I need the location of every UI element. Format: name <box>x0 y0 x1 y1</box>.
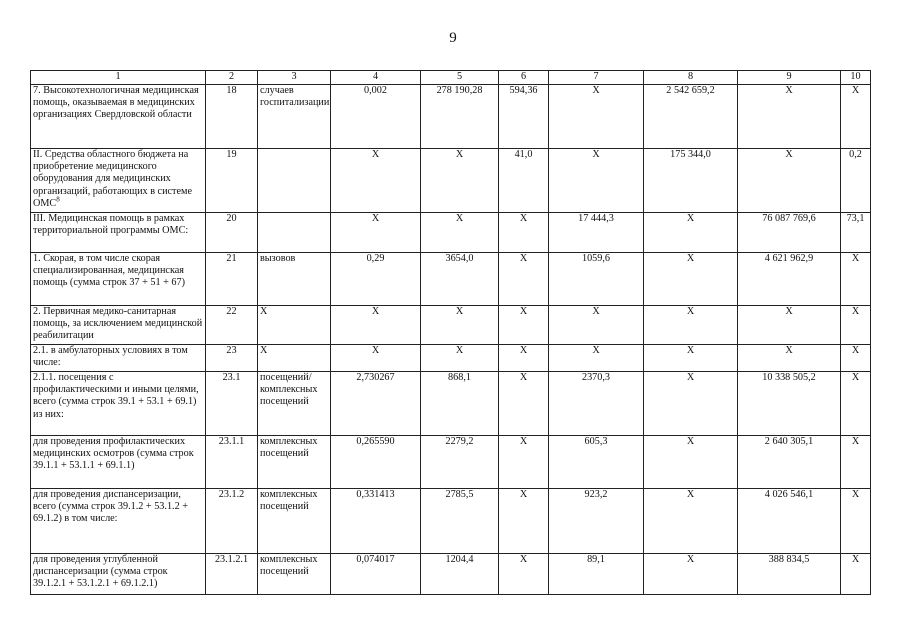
row-name: 7. Высокотехнологичная медицинская помощь, оказываемая в медицинских организациях Свердловской области <box>31 85 206 149</box>
cell-col7: 89,1 <box>549 554 644 595</box>
row-code: 23.1.1 <box>206 436 258 489</box>
cell-col4: 0,29 <box>331 253 421 306</box>
row-code: 18 <box>206 85 258 149</box>
row-name: II. Средства областного бюджета на приобретение медицинского оборудования для медицинских организаций, работающих в системе ОМС <box>33 149 192 209</box>
cell-col6: Х <box>499 372 549 436</box>
cell-col6: Х <box>499 213 549 253</box>
row-name-cell <box>31 149 206 213</box>
header-cell: 5 <box>421 71 499 85</box>
cell-col9: 4 026 546,1 <box>738 489 841 554</box>
table-row <box>31 372 871 436</box>
table-row <box>31 306 871 345</box>
cell-col6: Х <box>499 554 549 595</box>
cell-col5: 3654,0 <box>421 253 499 306</box>
table-row <box>31 489 871 554</box>
row-unit: вызовов <box>258 253 331 306</box>
table-row <box>31 149 871 213</box>
table-row <box>31 436 871 489</box>
cell-col5: 868,1 <box>421 372 499 436</box>
cell-col5: Х <box>421 345 499 372</box>
cell-col10: Х <box>841 436 871 489</box>
cell-col5: 1204,4 <box>421 554 499 595</box>
header-cell: 10 <box>841 71 871 85</box>
row-unit: посещений/ комплексных посещений <box>258 372 331 436</box>
cell-col4: Х <box>331 213 421 253</box>
header-cell: 2 <box>206 71 258 85</box>
cell-col7: 923,2 <box>549 489 644 554</box>
row-name: для проведения профилактических медицинских осмотров (сумма строк 39.1.1 + 53.1.1 + 69.1.1) <box>31 436 206 489</box>
cell-col10: Х <box>841 554 871 595</box>
table-row <box>31 213 871 253</box>
cell-col10: Х <box>841 253 871 306</box>
row-unit: комплексных посещений <box>258 489 331 554</box>
row-name: 2.1.1. посещения с профилактическими и иными целями, всего (сумма строк 39.1 + 53.1 + 69.1) из них: <box>31 372 206 436</box>
cell-col8: 2 542 659,2 <box>644 85 738 149</box>
cell-col9: 388 834,5 <box>738 554 841 595</box>
row-name: 1. Скорая, в том числе скорая специализированная, медицинская помощь (сумма строк 37 + 51 + 67) <box>31 253 206 306</box>
cell-col6: Х <box>499 489 549 554</box>
header-cell: 8 <box>644 71 738 85</box>
table-row <box>31 345 871 372</box>
cell-col4: Х <box>331 306 421 345</box>
cell-col6: Х <box>499 345 549 372</box>
cell-col10: Х <box>841 306 871 345</box>
header-cell: 7 <box>549 71 644 85</box>
cell-col10: 73,1 <box>841 213 871 253</box>
row-name: для проведения диспансеризации, всего (сумма строк 39.1.2 + 53.1.2 + 69.1.2) в том числе: <box>31 489 206 554</box>
cell-col7: 17 444,3 <box>549 213 644 253</box>
data-table <box>30 70 871 595</box>
footnote-mark: 8 <box>56 195 60 204</box>
row-unit: комплексных посещений <box>258 554 331 595</box>
table-row <box>31 554 871 595</box>
cell-col4: 2,730267 <box>331 372 421 436</box>
cell-col8: Х <box>644 489 738 554</box>
cell-col4: 0,074017 <box>331 554 421 595</box>
row-code: 19 <box>206 149 258 213</box>
header-cell: 3 <box>258 71 331 85</box>
cell-col6: Х <box>499 306 549 345</box>
cell-col8: Х <box>644 345 738 372</box>
header-cell: 9 <box>738 71 841 85</box>
cell-col9: 2 640 305,1 <box>738 436 841 489</box>
row-name: III. Медицинская помощь в рамках территориальной программы ОМС: <box>31 213 206 253</box>
row-code: 21 <box>206 253 258 306</box>
row-name: 2. Первичная медико-санитарная помощь, за исключением медицинской реабилитации <box>31 306 206 345</box>
cell-col7: Х <box>549 306 644 345</box>
header-row <box>31 71 871 85</box>
cell-col10: 0,2 <box>841 149 871 213</box>
cell-col6: 41,0 <box>499 149 549 213</box>
cell-col10: Х <box>841 489 871 554</box>
row-unit: Х <box>258 306 331 345</box>
cell-col5: Х <box>421 149 499 213</box>
table-row <box>31 253 871 306</box>
row-code: 23.1 <box>206 372 258 436</box>
cell-col4: 0,002 <box>331 85 421 149</box>
cell-col9: 10 338 505,2 <box>738 372 841 436</box>
cell-col10: Х <box>841 372 871 436</box>
cell-col5: 2279,2 <box>421 436 499 489</box>
row-code: 23.1.2 <box>206 489 258 554</box>
cell-col8: Х <box>644 372 738 436</box>
cell-col8: Х <box>644 306 738 345</box>
cell-col8: Х <box>644 554 738 595</box>
cell-col4: 0,265590 <box>331 436 421 489</box>
row-unit <box>258 149 331 213</box>
header-cell: 1 <box>31 71 206 85</box>
cell-col7: Х <box>549 345 644 372</box>
cell-col9: Х <box>738 85 841 149</box>
cell-col7: Х <box>549 85 644 149</box>
row-unit: Х <box>258 345 331 372</box>
cell-col4: Х <box>331 149 421 213</box>
cell-col6: 594,36 <box>499 85 549 149</box>
cell-col10: Х <box>841 345 871 372</box>
cell-col7: 1059,6 <box>549 253 644 306</box>
cell-col4: Х <box>331 345 421 372</box>
cell-col9: Х <box>738 345 841 372</box>
row-unit: случаев госпитализации <box>258 85 331 149</box>
page-number: 9 <box>449 30 457 46</box>
row-code: 22 <box>206 306 258 345</box>
cell-col5: 278 190,28 <box>421 85 499 149</box>
cell-col8: 175 344,0 <box>644 149 738 213</box>
cell-col4: 0,331413 <box>331 489 421 554</box>
row-code: 20 <box>206 213 258 253</box>
row-code: 23.1.2.1 <box>206 554 258 595</box>
row-unit <box>258 213 331 253</box>
cell-col5: Х <box>421 306 499 345</box>
cell-col9: 4 621 962,9 <box>738 253 841 306</box>
row-unit: комплексных посещений <box>258 436 331 489</box>
cell-col8: Х <box>644 253 738 306</box>
table-row <box>31 85 871 149</box>
cell-col8: Х <box>644 213 738 253</box>
header-cell: 4 <box>331 71 421 85</box>
row-name: 2.1. в амбулаторных условиях в том числе: <box>31 345 206 372</box>
row-code: 23 <box>206 345 258 372</box>
cell-col6: Х <box>499 253 549 306</box>
cell-col5: 2785,5 <box>421 489 499 554</box>
cell-col7: Х <box>549 149 644 213</box>
cell-col9: Х <box>738 149 841 213</box>
header-cell: 6 <box>499 71 549 85</box>
cell-col6: Х <box>499 436 549 489</box>
cell-col9: Х <box>738 306 841 345</box>
cell-col8: Х <box>644 436 738 489</box>
cell-col7: 2370,3 <box>549 372 644 436</box>
row-name: для проведения углубленной диспансеризации (сумма строк 39.1.2.1 + 53.1.2.1 + 69.1.2.1) <box>31 554 206 595</box>
cell-col9: 76 087 769,6 <box>738 213 841 253</box>
cell-col10: Х <box>841 85 871 149</box>
cell-col5: Х <box>421 213 499 253</box>
cell-col7: 605,3 <box>549 436 644 489</box>
